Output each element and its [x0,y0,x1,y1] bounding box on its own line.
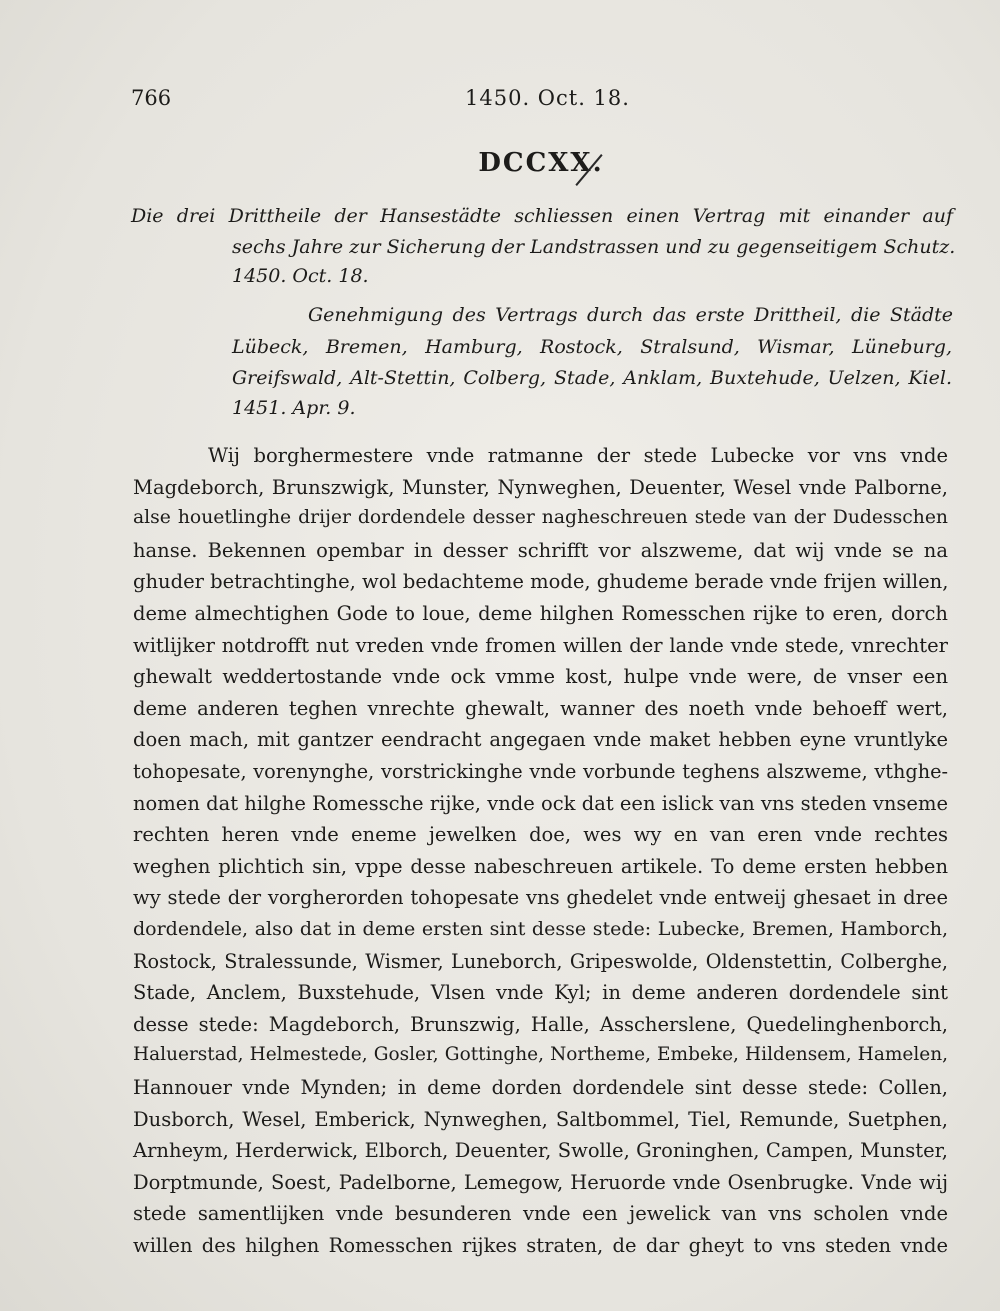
note-line-4: 1451. Apr. 9. [232,397,356,419]
body-line: Dorptmunde, Soest, Padelborne, Lemegow, Heruorde vnde Osenbrugke. Vnde wij [133,1170,948,1194]
body-line: rechten heren vnde eneme jewelken doe, wes wy en van eren vnde rechtes [133,823,948,847]
body-line: stede samentlijken vnde besunderen vnde een jewelick van vns scholen vnde [133,1202,948,1226]
body-line: hanse. Bekennen opembar in desser schrifft vor alszweme, dat wij vnde se na [133,538,948,562]
page-number: 766 [131,86,172,110]
header-date: 1450. Oct. 18. [465,86,630,110]
note-line-3: Greifswald, Alt-Stettin, Colberg, Stade, Anklam, Buxtehude, Uelzen, Kiel. [232,367,952,389]
body-line: deme almechtighen Gode to loue, deme hilghen Romesschen rijke to eren, dorch [133,602,948,625]
body-line: nomen dat hilghe Romessche rijke, vnde ock dat een islick van vns steden vnseme [133,791,948,815]
document-number [0,148,1000,178]
summary-line-1: Die drei Drittheile der Hansestädte schliessen einen Vertrag mit einander auf [131,205,953,227]
body-line: Dusborch, Wesel, Emberick, Nynweghen, Saltbommel, Tiel, Remunde, Suetphen, [133,1107,948,1131]
body-line: weghen plichtich sin, vppe desse nabeschreuen artikele. To deme ersten hebben [133,854,948,878]
body-line: desse stede: Magdeborch, Brunszwig, Halle, Asscherslene, Quedelinghenborch, [133,1012,948,1036]
body-line: wy stede der vorgherorden tohopesate vns ghedelet vnde entweij ghesaet in dree [133,886,948,910]
running-header [131,86,951,116]
body-line: dordendele, also dat in deme ersten sint desse stede: Lubecke, Bremen, Hamborch, [133,918,948,940]
body-line: tohopesate, vorenynghe, vorstrickinghe vnde vorbunde teghens alszweme, vthghe- [133,760,948,783]
body-line: witlijker notdrofft nut vreden vnde fromen willen der lande vnde stede, vnrechter [133,633,948,657]
document-number-text: DCCXX. [478,148,604,178]
body-line: Magdeborch, Brunszwigk, Munster, Nynweghen, Deuenter, Wesel vnde Palborne, [133,475,948,499]
body-line: Arnheym, Herderwick, Elborch, Deuenter, Swolle, Groninghen, Campen, Munster, [133,1139,948,1163]
body-line: Wij borghermestere vnde ratmanne der stede Lubecke vor vns vnde [208,444,948,467]
summary-line-3: 1450. Oct. 18. [232,265,369,287]
body-line: Haluerstad, Helmestede, Gosler, Gottinghe, Northeme, Embeke, Hildensem, Hamelen, [133,1044,948,1066]
body-line: doen mach, mit gantzer eendracht angegaen vnde maket hebben eyne vruntlyke [133,728,948,752]
body-line: alse houetlinghe drijer dordendele desser nagheschreuen stede van der Dudesschen [133,507,948,529]
note-line-2: Lübeck, Bremen, Hamburg, Rostock, Stralsund, Wismar, Lüneburg, [232,336,952,358]
note-line-1: Genehmigung des Vertrags durch das erste Drittheil, die Städte [308,304,953,326]
body-line: ghewalt weddertostande vnde ock vmme kost, hulpe vnde were, de vnser een [133,665,948,689]
summary-line-2: sechs Jahre zur Sicherung der Landstrassen und zu gegenseitigem Schutz. [232,236,956,258]
body-line: ghuder betrachtinghe, wol bedachteme mode, ghudeme berade vnde frijen willen, [133,570,949,594]
body-line: Rostock, Stralessunde, Wismer, Luneborch, Gripeswolde, Oldenstettin, Colberghe, [133,949,948,973]
body-line: Stade, Anclem, Buxstehude, Vlsen vnde Kyl; in deme anderen dordendele sint [133,981,948,1005]
body-line: willen des hilghen Romesschen rijkes straten, de dar gheyt to vns steden vnde [133,1234,948,1257]
body-line: Hannouer vnde Mynden; in deme dorden dordendele sint desse stede: Collen, [133,1076,948,1099]
body-line: deme anderen teghen vnrechte ghewalt, wanner des noeth vnde behoeff wert, [133,696,948,720]
